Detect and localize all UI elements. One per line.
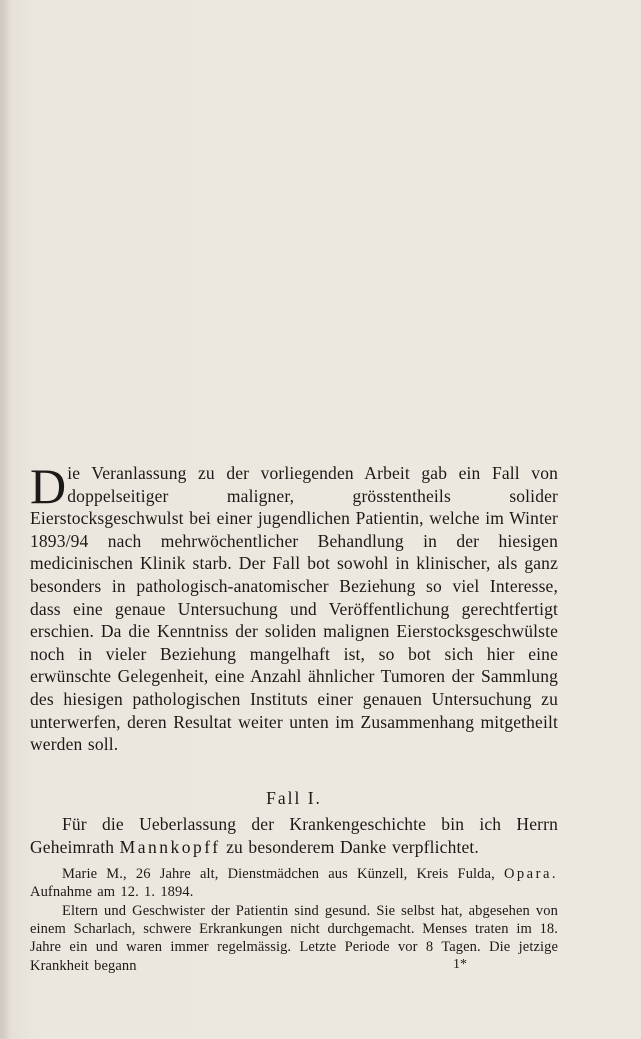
intro-paragraph <box>30 458 558 756</box>
acknowledgement-name: Mannkopff <box>119 836 221 857</box>
intro-text: ie Veranlassung zu der vorliegenden Arbeit gab ein Fall von doppelseitiger maligner, grösstentheils solider Eierstocksgeschwulst bei einer jugendlichen Patientin, welche im Winter 1893/94 nach mehrwöchentlicher Behandlung in der hiesigen medicinischen Klinik starb. Der Fall bot sowohl in klinischer, als ganz besonders in pathologisch-anatomischer Beziehung so viel Interesse, dass eine genaue Untersuchung und Veröffentlichung gerechtfertigt erschien. Da die Kenntniss der soliden malignen Eierstocksgeschwülste noch in vieler Beziehung mangelhaft ist, so bot sich hier eine erwünschte Gelegenheit, eine Anzahl ähnlicher Tumoren der Sammlung des hiesigen pathologischen Instituts einer genauen Untersuchung zu unterwerfen, deren Resultat weiter unten im Zusammenhang mitgetheilt werden soll. <box>30 463 558 755</box>
acknowledgement-text-before: Für die Ueberlassung der Krankengeschichte bin ich Herrn Geheimrath <box>30 814 558 857</box>
patient-first: Marie M., 26 Jahre alt, Dienstmädchen aus Künzell, Kreis Fulda, <box>62 866 495 882</box>
case-heading: Fall I. <box>266 788 322 808</box>
signature-mark: 1* <box>453 957 467 972</box>
patient-paragraph <box>30 865 558 901</box>
history-paragraph: Eltern und Geschwister der Patientin sind gesund. Sie selbst hat, abgesehen von einem Scharlach, schwere Erkrankungen nicht durchgemacht. Menses traten im 18. Jahre ein und waren immer regelmässig. Letzte Periode vor 8 Tagen. Die jetzige Krankheit begann <box>30 903 558 974</box>
patient-rest: Aufnahme am 12. 1. 1894. <box>30 884 194 901</box>
dropcap-initial: D <box>30 458 67 514</box>
acknowledgement-text-after: zu besonderem Danke verpflichtet. <box>226 836 479 857</box>
acknowledgement-paragraph <box>30 813 558 858</box>
patient-place: Opara. <box>503 866 558 882</box>
